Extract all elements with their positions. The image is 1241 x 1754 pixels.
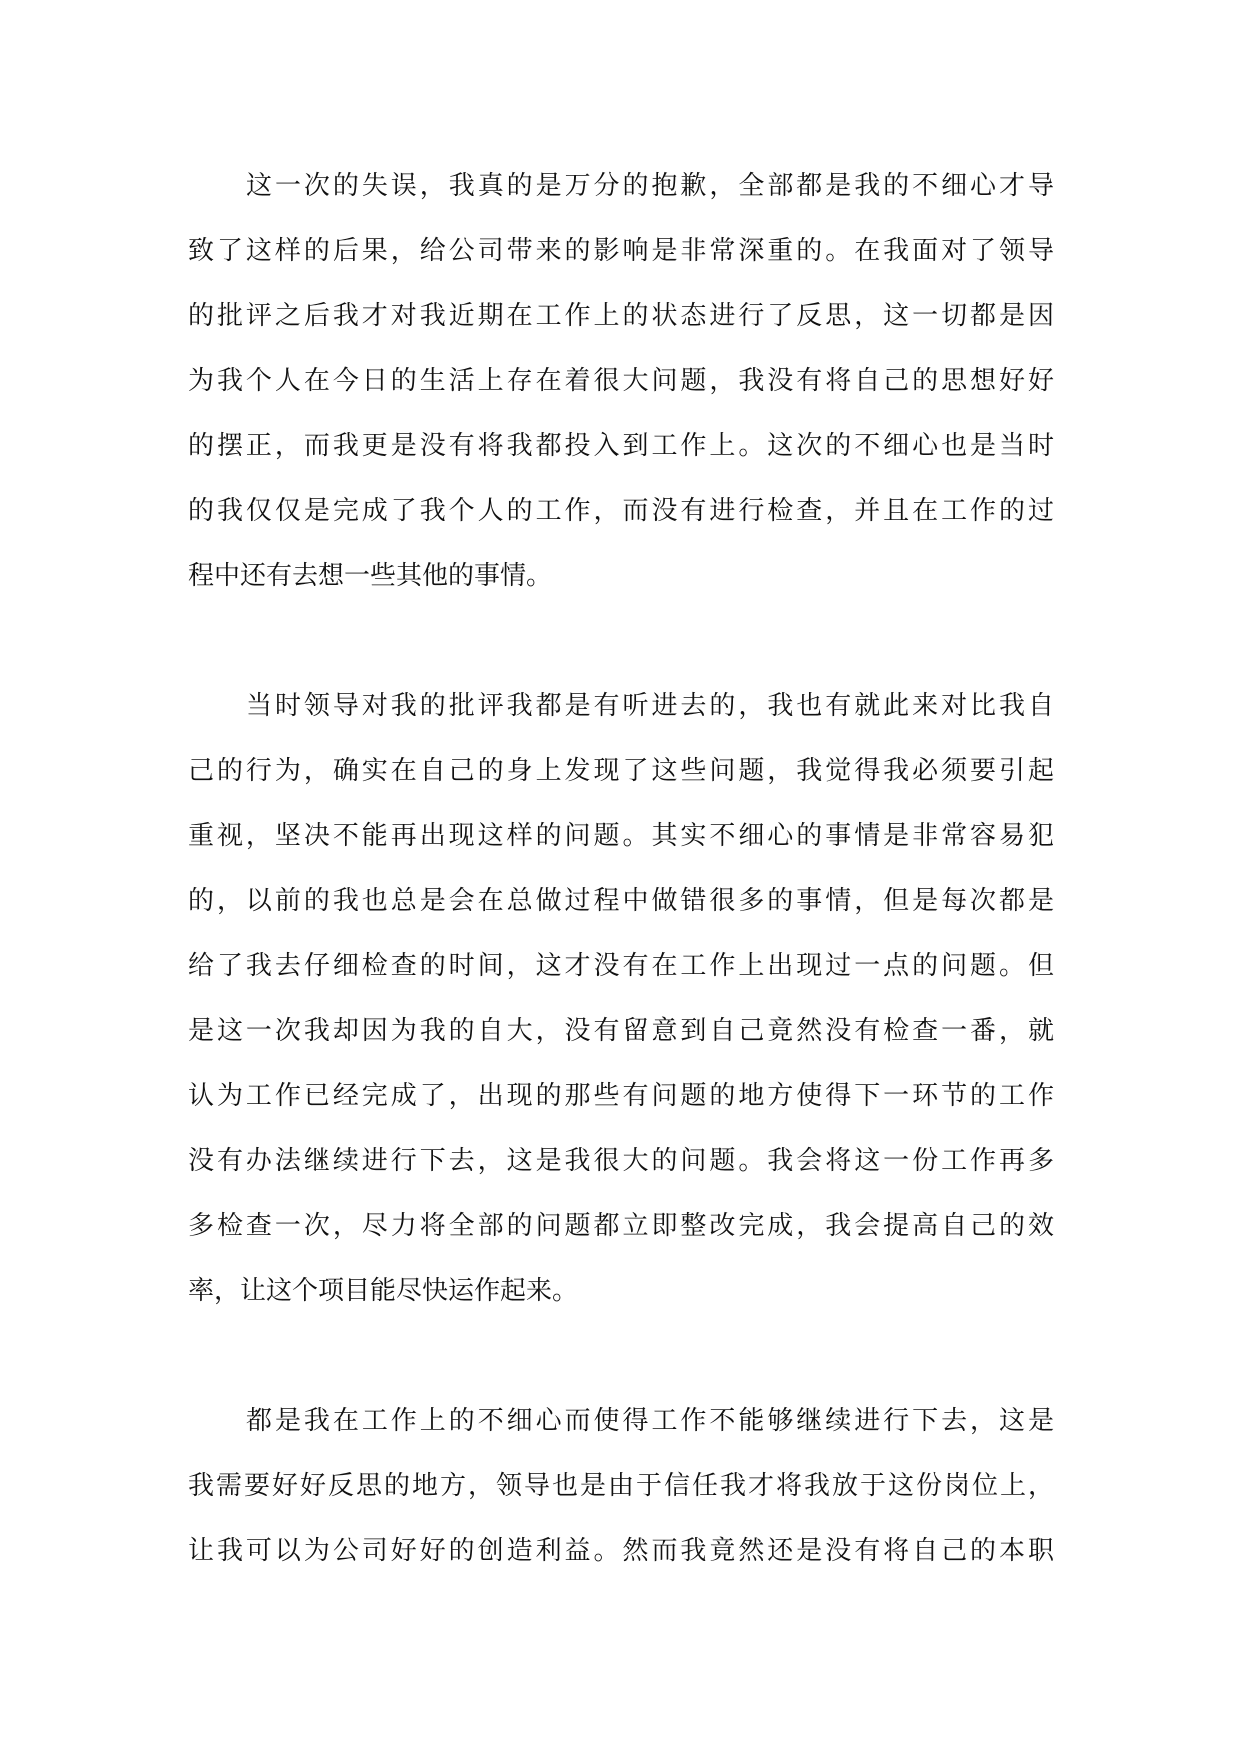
paragraph-spacer — [188, 1324, 1054, 1389]
paragraph-line: 为我个人在今日的生活上存在着很大问题，我没有将自己的思想好好 — [188, 366, 1054, 396]
paragraph-line: 率，让这个项目能尽快运作起来。 — [188, 1276, 579, 1306]
paragraph-line: 给了我去仔细检查的时间，这才没有在工作上出现过一点的问题。但 — [188, 951, 1054, 981]
paragraph-line: 认为工作已经完成了，出现的那些有问题的地方使得下一环节的工作 — [188, 1081, 1054, 1111]
paragraph-line: 这一次的失误，我真的是万分的抱歉，全部都是我的不细心才导 — [246, 171, 1054, 201]
paragraph-line: 的，以前的我也总是会在总做过程中做错很多的事情，但是每次都是 — [188, 886, 1054, 916]
paragraph-line: 的批评之后我才对我近期在工作上的状态进行了反思，这一切都是因 — [188, 301, 1054, 331]
paragraph-3 — [188, 1389, 1054, 1584]
paragraph-line: 让我可以为公司好好的创造利益。然而我竟然还是没有将自己的本职 — [188, 1536, 1054, 1566]
paragraph-line: 程中还有去想一些其他的事情。 — [188, 561, 553, 591]
paragraph-line: 致了这样的后果，给公司带来的影响是非常深重的。在我面对了领导 — [188, 236, 1054, 266]
paragraph-line: 我需要好好反思的地方，领导也是由于信任我才将我放于这份岗位上， — [188, 1471, 1054, 1501]
paragraph-line: 的我仅仅是完成了我个人的工作，而没有进行检查，并且在工作的过 — [188, 496, 1054, 526]
paragraph-line: 多检查一次，尽力将全部的问题都立即整改完成，我会提高自己的效 — [188, 1211, 1054, 1241]
paragraph-spacer — [188, 609, 1054, 674]
paragraph-line: 的摆正，而我更是没有将我都投入到工作上。这次的不细心也是当时 — [188, 431, 1054, 461]
paragraph-1 — [188, 154, 1054, 609]
document-body — [188, 154, 1054, 1584]
paragraph-line: 没有办法继续进行下去，这是我很大的问题。我会将这一份工作再多 — [188, 1146, 1054, 1176]
paragraph-line: 是这一次我却因为我的自大，没有留意到自己竟然没有检查一番，就 — [188, 1016, 1054, 1046]
paragraph-line: 己的行为，确实在自己的身上发现了这些问题，我觉得我必须要引起 — [188, 756, 1054, 786]
paragraph-2 — [188, 674, 1054, 1324]
paragraph-line: 都是我在工作上的不细心而使得工作不能够继续进行下去，这是 — [246, 1406, 1054, 1436]
paragraph-line: 当时领导对我的批评我都是有听进去的，我也有就此来对比我自 — [246, 691, 1054, 721]
paragraph-line: 重视，坚决不能再出现这样的问题。其实不细心的事情是非常容易犯 — [188, 821, 1054, 851]
